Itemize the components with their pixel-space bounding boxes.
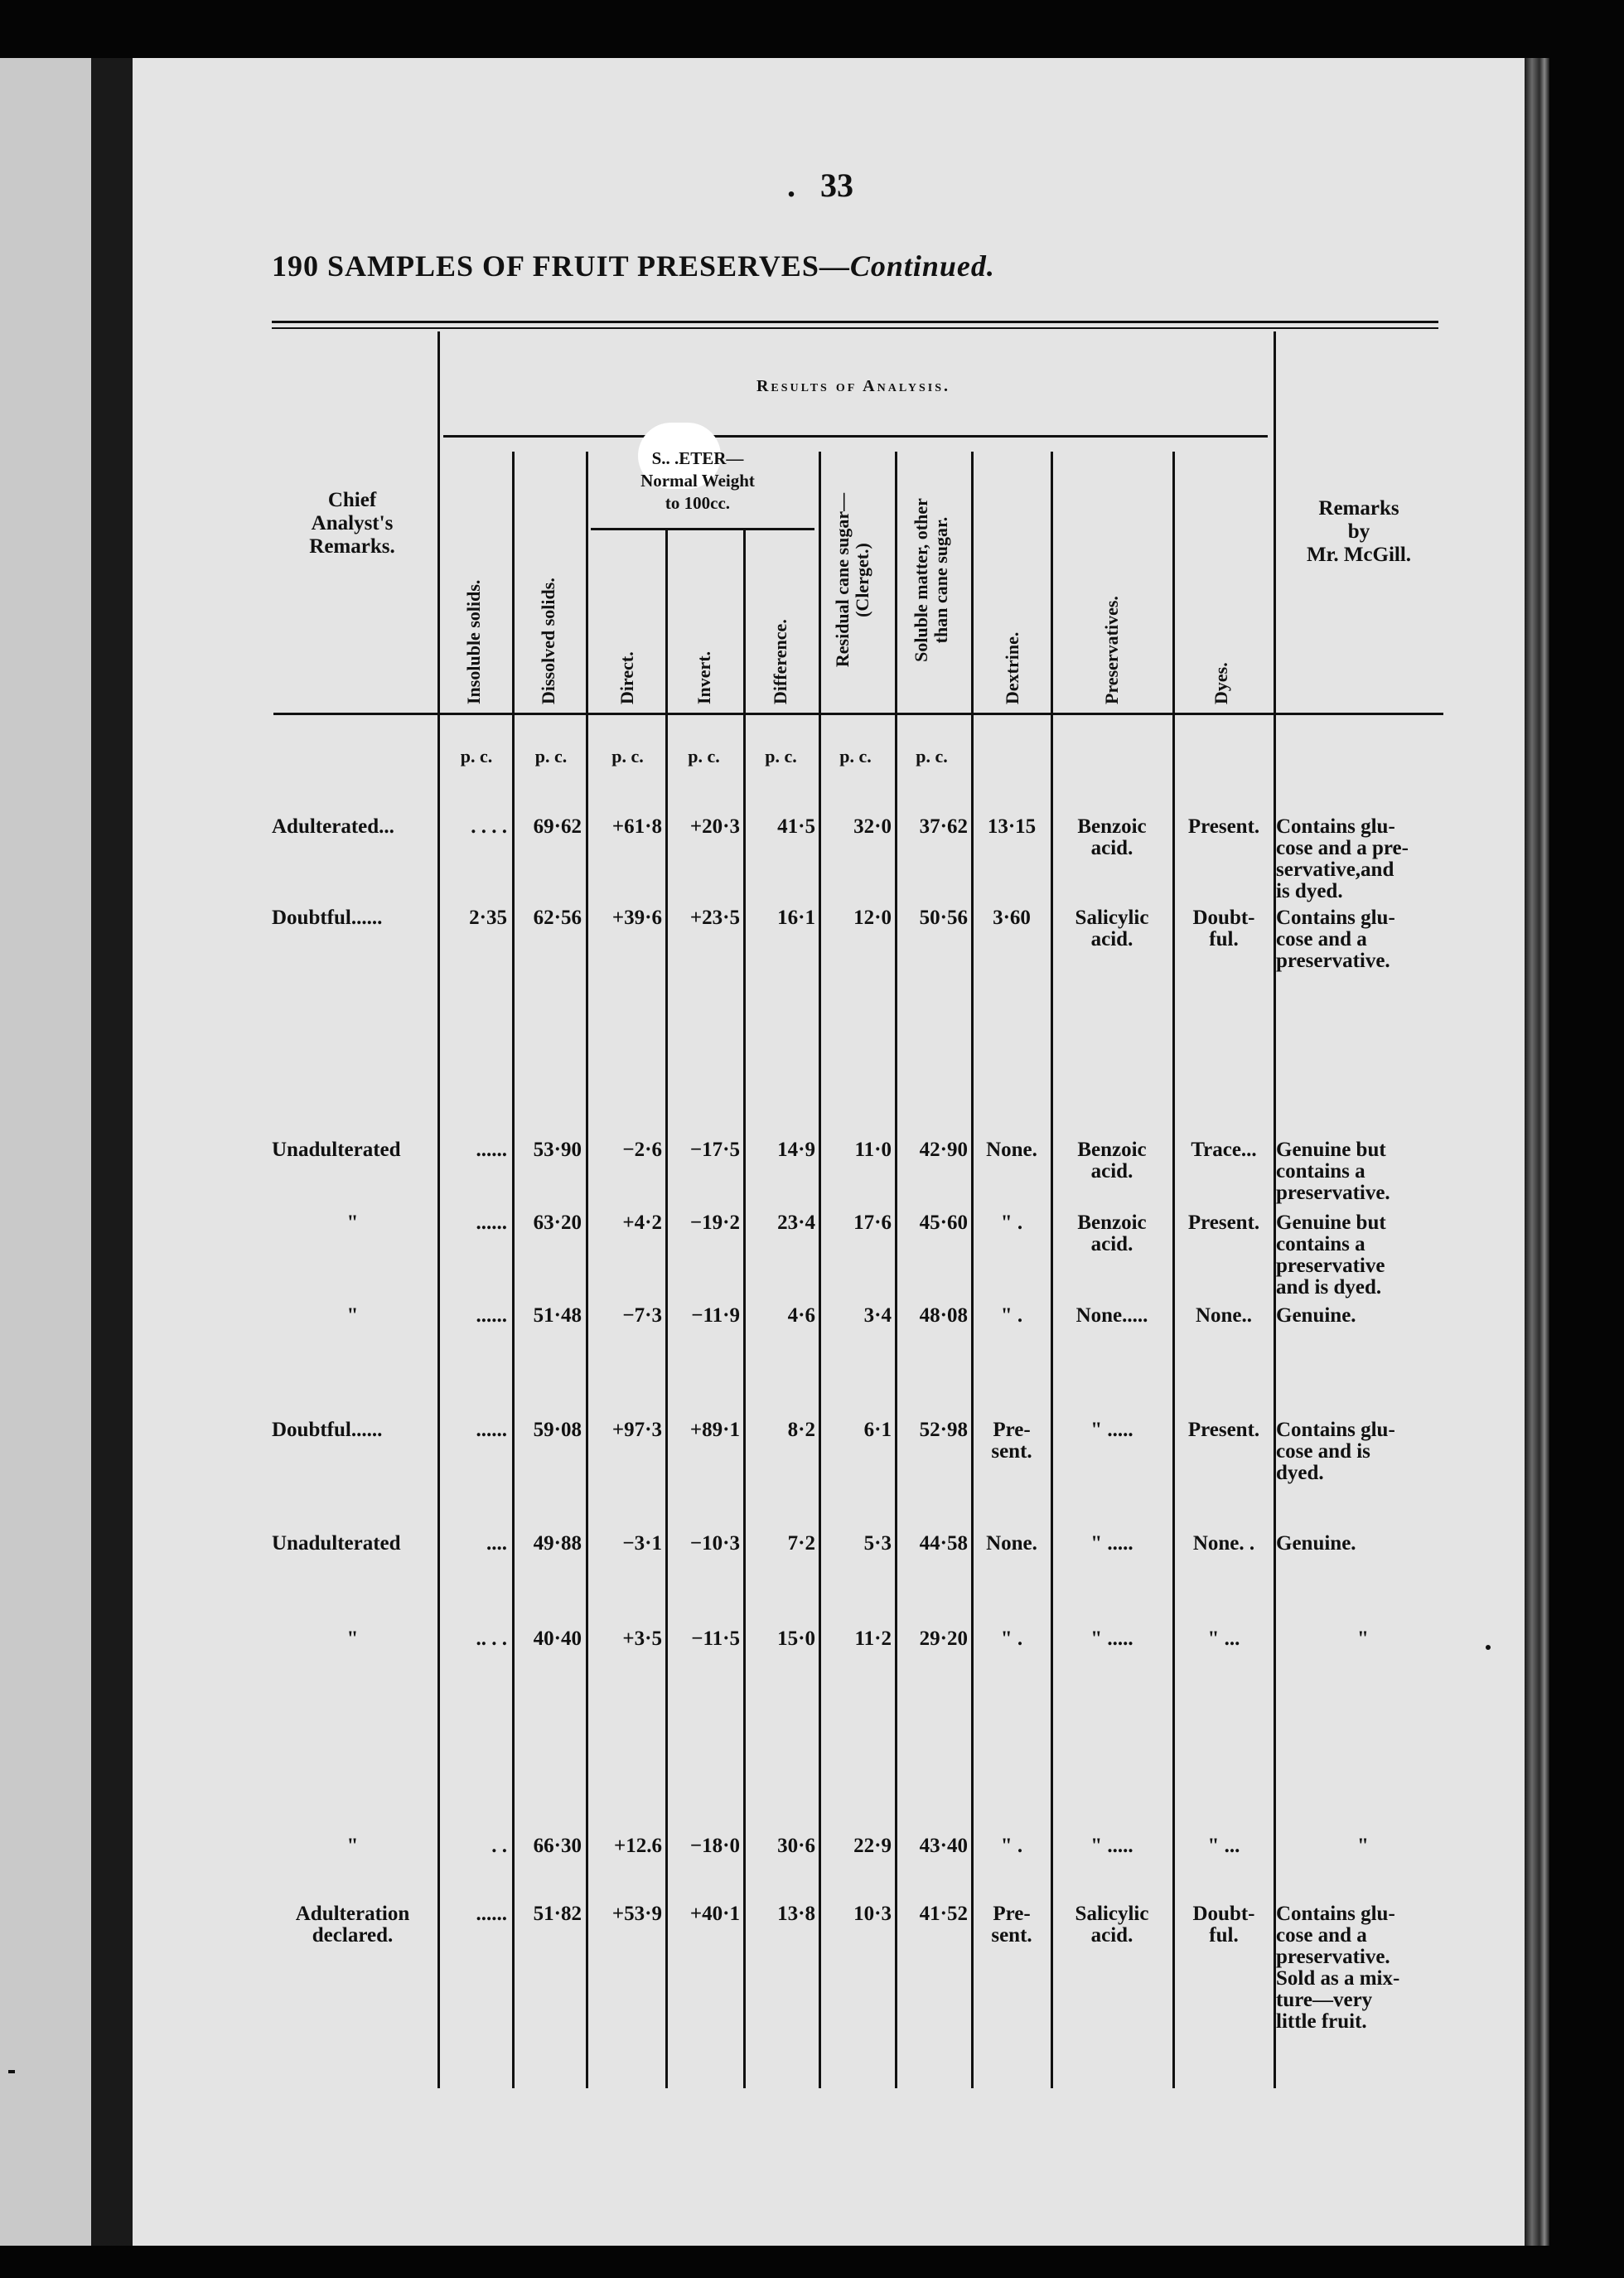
double-rule-top xyxy=(272,321,1438,323)
dissolved-cell: 66·30 xyxy=(533,1835,582,1857)
col-divider xyxy=(971,452,974,2088)
direct-cell: −2·6 xyxy=(622,1139,662,1161)
direct-cell: +53·9 xyxy=(611,1903,662,1925)
header-insoluble: Insoluble solids. xyxy=(463,579,484,704)
remarks-cell: " xyxy=(1357,1835,1369,1857)
chief-remark-cell: Adulterated... xyxy=(272,815,394,838)
residual-cell: 32·0 xyxy=(853,815,892,838)
invert-cell: −11·9 xyxy=(691,1304,740,1327)
dextrine-cell: Pre- sent. xyxy=(991,1419,1032,1463)
preservative-cell: " ..... xyxy=(1090,1627,1133,1650)
remarks-cell: Genuine. xyxy=(1276,1304,1356,1327)
preservative-cell: Benzoic acid. xyxy=(1077,815,1147,859)
header-invert: Invert. xyxy=(694,651,714,704)
chief-analyst-header: Chief Analyst's Remarks. xyxy=(309,489,395,558)
preservative-cell: Benzoic acid. xyxy=(1077,1139,1147,1183)
insoluble-cell: ...... xyxy=(476,1903,507,1925)
header-preservatives: Preservatives. xyxy=(1101,596,1122,704)
preservative-cell: Salicylic acid. xyxy=(1075,907,1149,950)
direct-cell: +61·8 xyxy=(611,815,662,838)
dextrine-cell: " . xyxy=(1000,1304,1023,1327)
soluble-cell: 52·98 xyxy=(919,1419,968,1441)
dissolved-cell: 63·20 xyxy=(533,1212,582,1234)
preservative-cell: Benzoic acid. xyxy=(1077,1212,1147,1255)
difference-cell: 23·4 xyxy=(777,1212,815,1234)
dyes-cell: " ... xyxy=(1207,1835,1240,1857)
preservative-cell: Salicylic acid. xyxy=(1075,1903,1149,1947)
insoluble-cell: ...... xyxy=(476,1212,507,1234)
difference-cell: 41·5 xyxy=(777,815,815,838)
dissolved-cell: 49·88 xyxy=(533,1532,582,1555)
chief-remark-cell: " xyxy=(346,1212,359,1234)
soluble-cell: 48·08 xyxy=(919,1304,968,1327)
invert-cell: −18·0 xyxy=(689,1835,740,1857)
dextrine-cell: " . xyxy=(1000,1835,1023,1857)
dyes-cell: None. . xyxy=(1192,1532,1255,1555)
soluble-cell: 29·20 xyxy=(919,1627,968,1650)
chief-remark-cell: " xyxy=(346,1627,359,1650)
invert-cell: +23·5 xyxy=(689,907,740,929)
remarks-cell: Genuine but contains a preservative. xyxy=(1276,1139,1390,1204)
soluble-cell: 42·90 xyxy=(919,1139,968,1161)
residual-cell: 11·2 xyxy=(854,1627,892,1650)
dissolved-cell: 51·82 xyxy=(533,1903,582,1925)
dissolved-cell: 62·56 xyxy=(533,907,582,929)
remarks-cell: Genuine but contains a preservative and is dyed. xyxy=(1276,1212,1386,1299)
remarks-cell: Contains glu- cose and a preservative. xyxy=(1276,907,1395,972)
soluble-cell: 44·58 xyxy=(919,1532,968,1555)
col-divider xyxy=(895,452,897,2088)
dextrine-cell: 13·15 xyxy=(987,815,1037,838)
chief-remark-cell: " xyxy=(346,1304,359,1327)
difference-cell: 14·9 xyxy=(777,1139,815,1161)
dissolved-cell: 40·40 xyxy=(533,1627,582,1650)
unit-label: p. c. xyxy=(534,746,568,767)
dextrine-cell: 3·60 xyxy=(993,907,1031,929)
difference-cell: 8·2 xyxy=(787,1419,815,1441)
soluble-cell: 50·56 xyxy=(919,907,968,929)
saccharimeter-rule xyxy=(591,528,814,530)
header-dextrine: Dextrine. xyxy=(1002,631,1022,704)
col-divider xyxy=(1051,452,1053,2088)
remarks-cell: Contains glu- cose and a preservative. Sold as a mix- ture—very little fruit. xyxy=(1276,1903,1400,2033)
results-rule xyxy=(443,435,1268,438)
col-divider xyxy=(1172,452,1175,2088)
direct-cell: +4·2 xyxy=(622,1212,662,1234)
dextrine-cell: " . xyxy=(1000,1627,1023,1650)
soluble-cell: 37·62 xyxy=(919,815,968,838)
remarks-cell: Contains glu- cose and a pre- servative,and is dyed. xyxy=(1276,815,1409,902)
header-dissolved: Dissolved solids. xyxy=(538,578,558,704)
header-dyes: Dyes. xyxy=(1211,662,1231,704)
difference-cell: 16·1 xyxy=(777,907,815,929)
dyes-cell: Present. xyxy=(1187,815,1260,838)
dissolved-cell: 69·62 xyxy=(533,815,582,838)
soluble-cell: 43·40 xyxy=(919,1835,968,1857)
unit-label: p. c. xyxy=(916,746,948,767)
preservative-cell: " ..... xyxy=(1090,1419,1133,1441)
dyes-cell: Doubt- ful. xyxy=(1192,1903,1255,1947)
dyes-cell: Present. xyxy=(1187,1419,1260,1441)
direct-cell: −7·3 xyxy=(622,1304,662,1327)
dyes-cell: Present. xyxy=(1187,1212,1260,1234)
direct-cell: +3·5 xyxy=(622,1627,662,1650)
unit-label: p. c. xyxy=(611,746,644,767)
chief-remark-cell: Unadulterated xyxy=(272,1139,401,1161)
insoluble-cell: . . xyxy=(491,1835,507,1857)
direct-cell: +97·3 xyxy=(611,1419,662,1441)
header-residual: Residual cane sugar— (Clerget.) xyxy=(832,492,872,668)
binding-shadow xyxy=(91,58,133,2246)
header-difference: Difference. xyxy=(770,619,790,704)
preservative-cell: " ..... xyxy=(1090,1532,1133,1555)
residual-cell: 22·9 xyxy=(853,1835,892,1857)
difference-cell: 30·6 xyxy=(777,1835,815,1857)
insoluble-cell: .. . . xyxy=(476,1627,507,1650)
residual-cell: 17·6 xyxy=(853,1212,892,1234)
insoluble-cell: . . . . xyxy=(471,815,507,838)
insoluble-cell: ...... xyxy=(476,1419,507,1441)
residual-cell: 5·3 xyxy=(863,1532,892,1555)
insoluble-cell: ...... xyxy=(476,1139,507,1161)
residual-cell: 3·4 xyxy=(863,1304,892,1327)
direct-cell: +39·6 xyxy=(611,907,662,929)
chief-remark-cell: Doubtful...... xyxy=(272,907,383,929)
dyes-cell: Doubt- ful. xyxy=(1192,907,1255,950)
unit-label: p. c. xyxy=(460,746,493,767)
col-divider xyxy=(437,331,440,2088)
unit-label: p. c. xyxy=(839,746,872,767)
invert-cell: −19·2 xyxy=(689,1212,740,1234)
invert-cell: −11·5 xyxy=(691,1627,740,1650)
invert-cell: −10·3 xyxy=(689,1532,740,1555)
unit-label: p. c. xyxy=(765,746,797,767)
difference-cell: 13·8 xyxy=(777,1903,815,1925)
dextrine-cell: None. xyxy=(986,1532,1037,1555)
speck xyxy=(1486,1645,1491,1650)
residual-cell: 10·3 xyxy=(853,1903,892,1925)
residual-cell: 6·1 xyxy=(863,1419,892,1441)
col-divider xyxy=(512,452,515,2088)
dextrine-cell: " . xyxy=(1000,1212,1023,1234)
direct-cell: +12.6 xyxy=(614,1835,662,1857)
dyes-cell: None.. xyxy=(1195,1304,1253,1327)
dextrine-cell: Pre- sent. xyxy=(991,1903,1032,1947)
header-bottom-rule xyxy=(273,713,1443,715)
dissolved-cell: 53·90 xyxy=(533,1139,582,1161)
insoluble-cell: .... xyxy=(486,1532,507,1555)
preservative-cell: None..... xyxy=(1075,1304,1148,1327)
remarks-cell: Contains glu- cose and is dyed. xyxy=(1276,1419,1395,1484)
residual-cell: 12·0 xyxy=(853,907,892,929)
double-rule-bottom xyxy=(272,327,1438,329)
difference-cell: 7·2 xyxy=(787,1532,815,1555)
col-divider xyxy=(819,452,821,2088)
remarks-cell: Genuine. xyxy=(1276,1532,1356,1555)
remarks-cell: " xyxy=(1357,1627,1369,1650)
col-divider xyxy=(1274,331,1276,2088)
col-divider xyxy=(586,452,588,2088)
saccharimeter-header: S.. .ETER— Normal Weight to 100cc. xyxy=(640,448,755,513)
remarks-header: Remarks by Mr. McGill. xyxy=(1306,497,1412,566)
page-number: . 33 xyxy=(787,167,853,204)
header-soluble: Soluble matter, other than cane sugar. xyxy=(911,498,951,662)
chief-remark-cell: Adulteration declared. xyxy=(295,1903,410,1947)
speck xyxy=(8,2070,15,2073)
dissolved-cell: 51·48 xyxy=(533,1304,582,1327)
page-edge xyxy=(1525,58,1549,2246)
insoluble-cell: ...... xyxy=(476,1304,507,1327)
header-direct: Direct. xyxy=(616,651,637,704)
dyes-cell: Trace... xyxy=(1191,1139,1257,1161)
soluble-cell: 45·60 xyxy=(919,1212,968,1234)
dextrine-cell: None. xyxy=(986,1139,1037,1161)
invert-cell: +89·1 xyxy=(689,1419,740,1441)
residual-cell: 11·0 xyxy=(854,1139,892,1161)
results-title: Results of Analysis. xyxy=(756,377,951,395)
difference-cell: 15·0 xyxy=(777,1627,815,1650)
invert-cell: +20·3 xyxy=(689,815,740,838)
difference-cell: 4·6 xyxy=(787,1304,815,1327)
insoluble-cell: 2·35 xyxy=(469,907,507,929)
invert-cell: −17·5 xyxy=(689,1139,740,1161)
chief-remark-cell: Unadulterated xyxy=(272,1532,401,1555)
dissolved-cell: 59·08 xyxy=(533,1419,582,1441)
unit-label: p. c. xyxy=(688,746,720,767)
chief-remark-cell: " xyxy=(346,1835,359,1857)
chief-remark-cell: Doubtful...... xyxy=(272,1419,383,1441)
page-title: 190 SAMPLES OF FRUIT PRESERVES—Continued. xyxy=(272,249,995,283)
direct-cell: −3·1 xyxy=(622,1532,662,1555)
invert-cell: +40·1 xyxy=(689,1903,740,1925)
soluble-cell: 41·52 xyxy=(919,1903,968,1925)
dyes-cell: " ... xyxy=(1207,1627,1240,1650)
preservative-cell: " ..... xyxy=(1090,1835,1133,1857)
